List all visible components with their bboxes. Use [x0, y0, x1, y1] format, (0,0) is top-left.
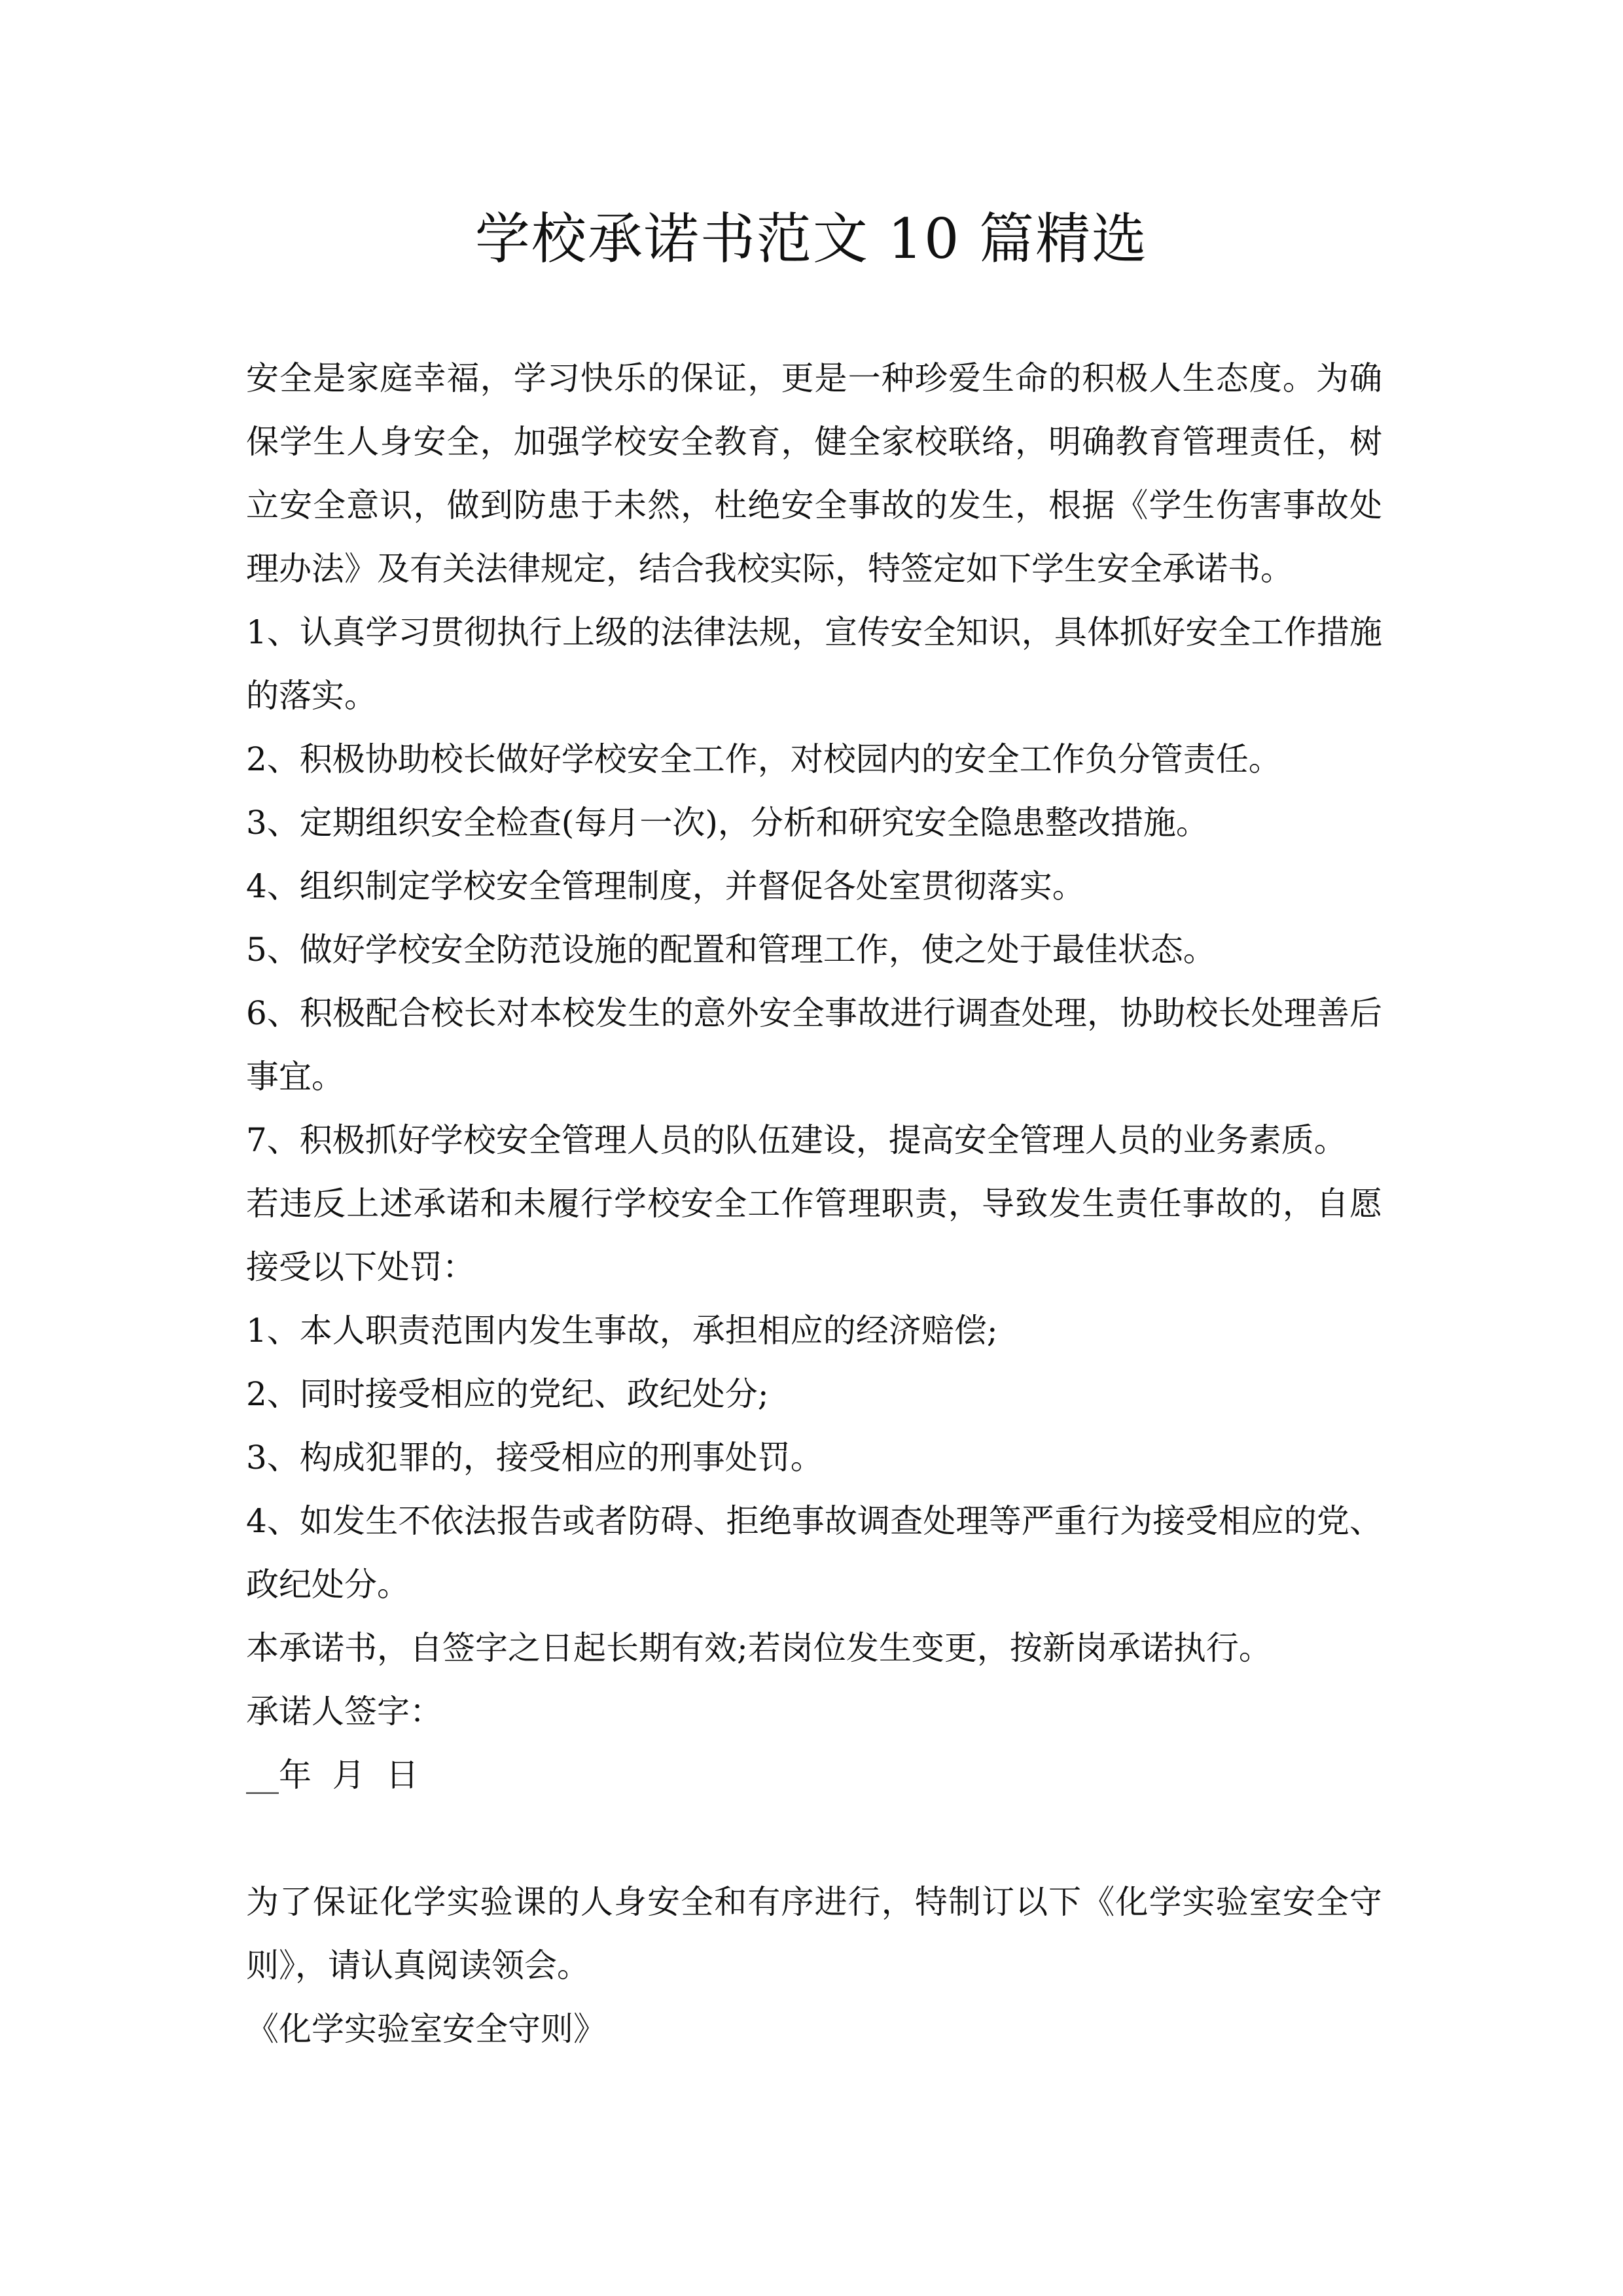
penalty-item-1: 1、本人职责范围内发生事故，承担相应的经济赔偿; — [246, 1312, 998, 1350]
commitment-item-2: 2、积极协助校长做好学校安全工作，对校园内的安全工作负分管责任。 — [246, 740, 1281, 778]
date-line: __年 月 日 — [246, 1756, 419, 1794]
document-title: 学校承诺书范文 10 篇精选 — [474, 207, 1149, 271]
penalty-item-2: 2、同时接受相应的党纪、政纪处分; — [246, 1375, 769, 1413]
penalty-item-4: 4、如发生不依法报告或者防碍、拒绝事故调查处理等严重行为接受相应的党、政纪处分。 — [246, 1502, 1382, 1604]
commitment-item-3: 3、定期组织安全检查(每月一次)，分析和研究安全隐患整改措施。 — [246, 804, 1209, 842]
penalty-item-3: 3、构成犯罪的，接受相应的刑事处罚。 — [246, 1439, 823, 1477]
document-body — [246, 347, 1382, 2061]
section-gap — [246, 1807, 1382, 1871]
commitment-item-4: 4、组织制定学校安全管理制度，并督促各处室贯彻落实。 — [246, 867, 1085, 905]
commitment-item-7: 7、积极抓好学校安全管理人员的队伍建设，提高安全管理人员的业务素质。 — [246, 1121, 1347, 1159]
penalty-intro: 若违反上述承诺和未履行学校安全工作管理职责，导致发生责任事故的，自愿接受以下处罚： — [246, 1185, 1382, 1286]
commitment-item-6: 6、积极配合校长对本校发生的意外安全事故进行调查处理，协助校长处理善后事宜。 — [246, 994, 1382, 1096]
intro-paragraph: 安全是家庭幸福，学习快乐的保证，更是一种珍爱生命的积极人生态度。为确保学生人身安全，加强学校安全教育，健全家校联络，明确教育管理责任，树立安全意识，做到防患于未然，杜绝安全事故的发生，根据《学生伤害事故处理办法》及有关法律规定，结合我校实际，特签定如下学生安全承诺书。 — [246, 359, 1382, 588]
validity-statement: 本承诺书，自签字之日起长期有效;若岗位发生变更，按新岗承诺执行。 — [246, 1629, 1272, 1667]
commitment-item-5: 5、做好学校安全防范设施的配置和管理工作，使之处于最佳状态。 — [246, 931, 1216, 969]
lab-intro-paragraph: 为了保证化学实验课的人身安全和有序进行，特制订以下《化学实验室安全守则》，请认真阅读领会。 — [246, 1883, 1382, 1984]
commitment-item-1: 1、认真学习贯彻执行上级的法律法规，宣传安全知识，具体抓好安全工作措施的落实。 — [246, 613, 1382, 715]
lab-rules-heading: 《化学实验室安全守则》 — [246, 2010, 606, 2048]
signature-label: 承诺人签字： — [246, 1693, 442, 1731]
